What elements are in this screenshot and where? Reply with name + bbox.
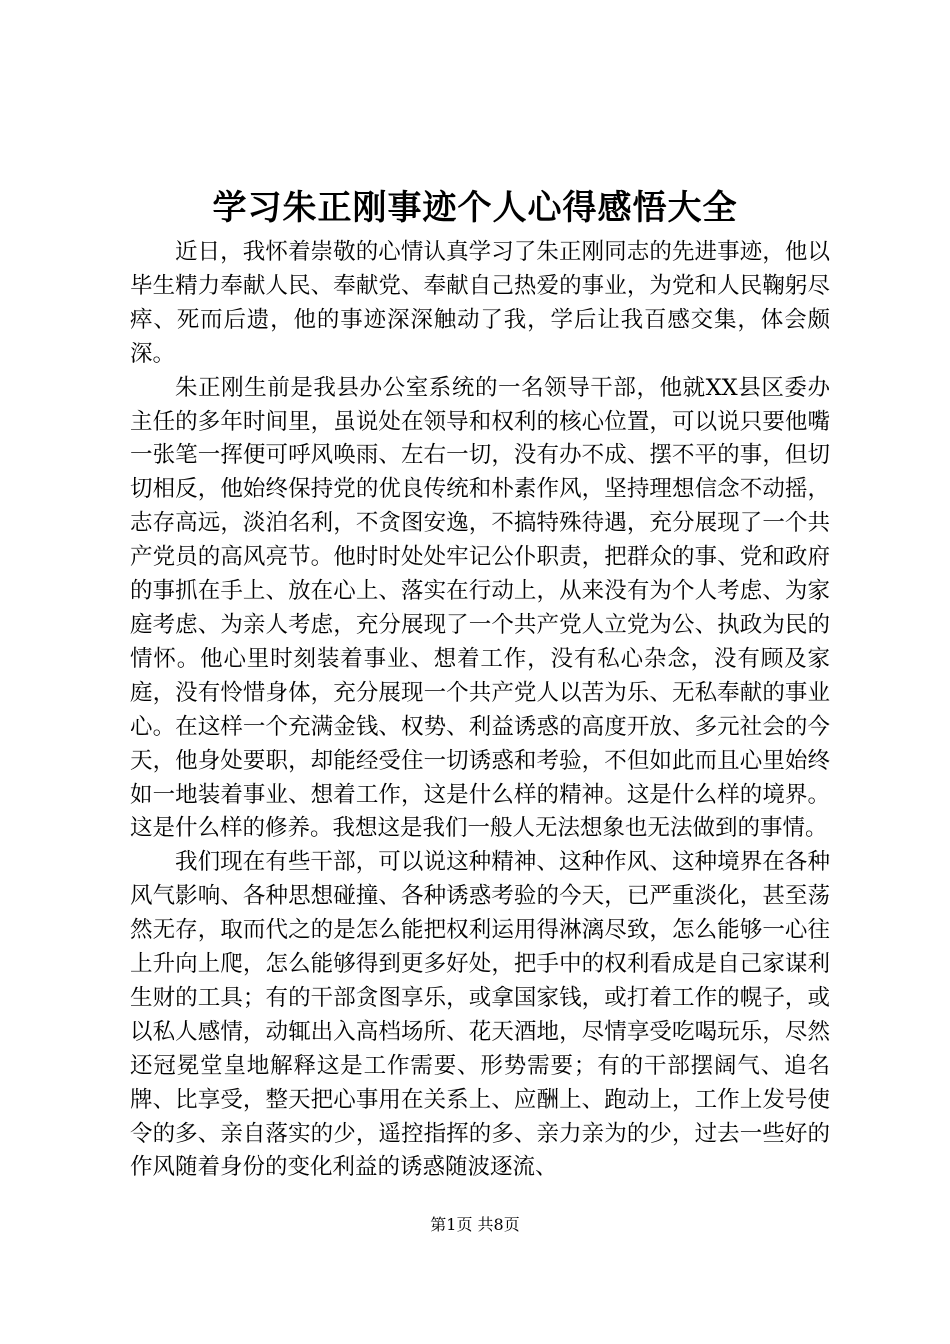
document-title: 学习朱正刚事迹个人心得感悟大全 — [212, 188, 738, 228]
paragraph-2: 朱正刚生前是我县办公室系统的一名领导干部，他就XX县区委办主任的多年时间里，虽说处在领导和权利的核心位置，可以说只要他嘴一张笔一挥便可呼风唤雨、左右一切，没有办不成、摆不平的事，但切切相反，他始终保持党的优良传统和朴素作风，坚持理想信念不动摇，志存高远，淡泊名利，不贪图安逸，不搞特殊待遇，充分展现了一个共产党员的高风亮节。他时时处处牢记公仆职责，把群众的事、党和政府的事抓在手上、放在心上、落实在行动上，从来没有为个人考虑、为家庭考虑、为亲人考虑，充分展现了一个共产党人立党为公、执政为民的情怀。他心里时刻装着事业、想着工作，没有私心杂念，没有顾及家庭，没有怜惜身体，充分展现一个共产党人以苦为乐、无私奉献的事业心。在这样一个充满金钱、权势、利益诱惑的高度开放、多元社会的今天，他身处要职，却能经受住一切诱惑和考验，不但如此而且心里始终如一地装着事业、想着工作，这是什么样的精神。这是什么样的境界。这是什么样的修养。我想这是我们一般人无法想象也无法做到的事情。 — [130, 374, 830, 842]
document-body — [130, 236, 830, 1185]
page-footer: 第1页 共8页 — [430, 1215, 520, 1234]
paragraph-1: 近日，我怀着崇敬的心情认真学习了朱正刚同志的先进事迹，他以毕生精力奉献人民、奉献党、奉献自己热爱的事业，为党和人民鞠躬尽瘁、死而后遗，他的事迹深深触动了我，学后让我百感交集，体会颇深。 — [130, 239, 830, 367]
paragraph-3: 我们现在有些干部，可以说这种精神、这种作风、这种境界在各种风气影响、各种思想碰撞、各种诱惑考验的今天，已严重淡化，甚至荡然无存，取而代之的是怎么能把权利运用得淋漓尽致，怎么能够一心往上升向上爬，怎么能够得到更多好处，把手中的权利看成是自己家谋利生财的工具；有的干部贪图享乐，或拿国家钱，或打着工作的幌子，或以私人感情，动辄出入高档场所、花天酒地，尽情享受吃喝玩乐，尽然还冠冕堂皇地解释这是工作需要、形势需要；有的干部摆阔气、追名牌、比享受，整天把心事用在关系上、应酬上、跑动上，工作上发号使令的多、亲自落实的少，遥控指挥的多、亲力亲为的少，过去一些好的作风随着身份的变化利益的诱惑随波逐流、 — [130, 849, 830, 1181]
